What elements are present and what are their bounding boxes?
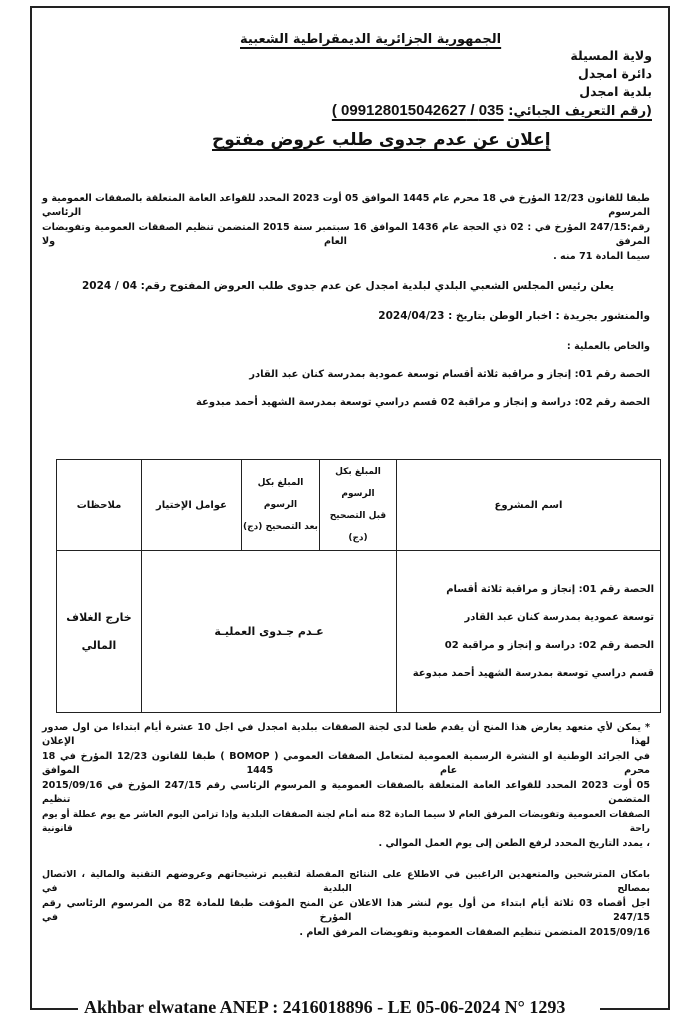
appeal-line: في الجرائد الوطنية او النشرة الرسمية العمومية لمتعامل الصفقات العمومي ( BOMOP ) طبقا للقانون 12/23 المؤرخ في 18 محرم عام 1445 الموافق bbox=[42, 751, 650, 776]
appeal-line: 05 أوت 2023 المحدد للقواعد العامة المتعلقة بالصفقات العمومية و المرسوم الرئاسي رقم 247/15 المؤرخ في 2015/09/16 المتضمن تنظيم bbox=[42, 780, 650, 805]
wilaya: ولاية المسيلة bbox=[570, 48, 652, 63]
border-bottom-right bbox=[600, 1008, 670, 1010]
header-amount-after-2: بعد التصحيح (دج) bbox=[243, 522, 318, 532]
tax-id-label: (رقم التعريف الجبائي: bbox=[508, 104, 652, 119]
results-line: بامكان المترشحين والمتعهدين الراغبين في الاطلاع على النتائج المفصلة لتقييم ترشيحاتهم وعروضهم التقنية والمالية ، الاتصال بمصالح البلدية في bbox=[42, 869, 650, 894]
daira: دائرة امجدل bbox=[578, 66, 652, 81]
page-title: إعلان عن عدم جدوى طلب عروض مفتوح bbox=[212, 130, 551, 150]
header-project: اسم المشروع bbox=[397, 460, 661, 551]
project-cell bbox=[397, 551, 661, 713]
intro-line: رقم:247/15 المؤرخ في : 02 ذي الحجة عام 1436 الموافق 16 سبتمبر سنة 2015 المتضمن تنظيم الصفقات العمومية وتفويضات المرفق العام ولا bbox=[42, 222, 650, 247]
header-amount-after bbox=[242, 460, 320, 551]
publication-footer: Akhbar elwatane ANEP : 2416018896 - LE 05-06-2024 N° 1293 bbox=[78, 997, 571, 1018]
announcement: يعلن رئيس المجلس الشعبي البلدي لبلدية امجدل عن عدم جدوى طلب العروض المفتوح رقم: 04 / 2024 bbox=[82, 280, 614, 292]
published-in: والمنشور بجريدة : اخبار الوطن بتاريخ : 2024/04/23 bbox=[378, 310, 650, 322]
appeal-line: * يمكن لأي متعهد يعارض هذا المنح أن يقدم طعنا لدى لجنة الصفقات ببلدية امجدل في اجل 10 عشرة أيام ابتداءا من اول صدور لهذا الإعلان bbox=[42, 722, 650, 747]
header-amount-before-2: قبل التصحيح (دج) bbox=[329, 511, 387, 543]
commune: بلدية امجدل bbox=[579, 84, 652, 99]
header-amount-after-1: المبلغ بكل الرسوم bbox=[257, 478, 304, 510]
project-line: الحصة رقم 02: دراسة و إنجاز و مراقبة 02 bbox=[444, 639, 654, 651]
intro-line: سيما المادة 71 منه . bbox=[553, 251, 650, 262]
result-cell: عـدم جـدوى العمليـة bbox=[142, 551, 397, 713]
header-notes: ملاحظات bbox=[57, 460, 142, 551]
lot-2: الحصة رقم 02: دراسة و إنجاز و مراقبة 02 قسم دراسي توسعة بمدرسة الشهيد أحمد مبدوعة bbox=[195, 397, 650, 408]
intro-line: طبقا للقانون 12/23 المؤرخ في 18 محرم عام 1445 الموافق 05 أوت 2023 المحدد للقواعد العامة المتعلقة بالصفقات العمومية و المرسوم الرئاسي bbox=[42, 193, 650, 218]
notes-line-2: المالي bbox=[81, 638, 117, 652]
operation-label: والخاص بالعملية : bbox=[566, 341, 650, 352]
project-line: الحصة رقم 01: إنجاز و مراقبة ثلاثة أقسام bbox=[446, 583, 654, 595]
results-line: اجل أقصاه 03 ثلاثة أيام ابتداء من أول يوم لنشر هذا الاعلان عن المنح المؤقت طبقا للمادة 82 من المرسوم الرئاسي رقم 247/15 المؤرخ في bbox=[42, 898, 650, 923]
appeal-line: ، يمدد التاريخ المحدد لرفع الطعن إلى يوم العمل الموالي . bbox=[378, 838, 650, 849]
results-line: 2015/09/16 المتضمن تنظيم الصفقات العمومية وتفويضات المرفق العام . bbox=[299, 927, 650, 938]
notes-cell bbox=[57, 551, 142, 713]
lot-1: الحصة رقم 01: إنجاز و مراقبة ثلاثة أقسام توسعة عمودية بمدرسة كنان عبد القادر bbox=[249, 369, 650, 380]
table-header-row bbox=[57, 460, 661, 551]
project-line: قسم دراسي توسعة بمدرسة الشهيد أحمد مبدوعة bbox=[412, 667, 654, 679]
tax-id bbox=[332, 102, 652, 119]
table-row bbox=[57, 551, 661, 713]
header-amount-before-1: المبلغ بكل الرسوم bbox=[335, 467, 381, 499]
project-line: توسعة عمودية بمدرسة كنان عبد القادر bbox=[464, 611, 654, 623]
header-evaluation: عوامل الإختيار bbox=[142, 460, 242, 551]
border-bottom-left bbox=[30, 1008, 78, 1010]
header-amount-before bbox=[320, 460, 397, 551]
notes-line-1: خارج الغلاف bbox=[66, 610, 132, 624]
results-table bbox=[56, 459, 661, 713]
appeal-line: الصفقات العمومية وتفويضات المرفق العام لا سيما المادة 82 منه أمام لجنة الصفقات البلدية وإذا تزامن اليوم العاشر مع يوم عطلة أو يوم راحة قانونية bbox=[42, 810, 650, 834]
republic-heading: الجمهورية الجزائرية الديمقراطية الشعبية bbox=[240, 32, 502, 47]
tax-id-value: 035 / 099128015042627 ) bbox=[331, 102, 504, 119]
